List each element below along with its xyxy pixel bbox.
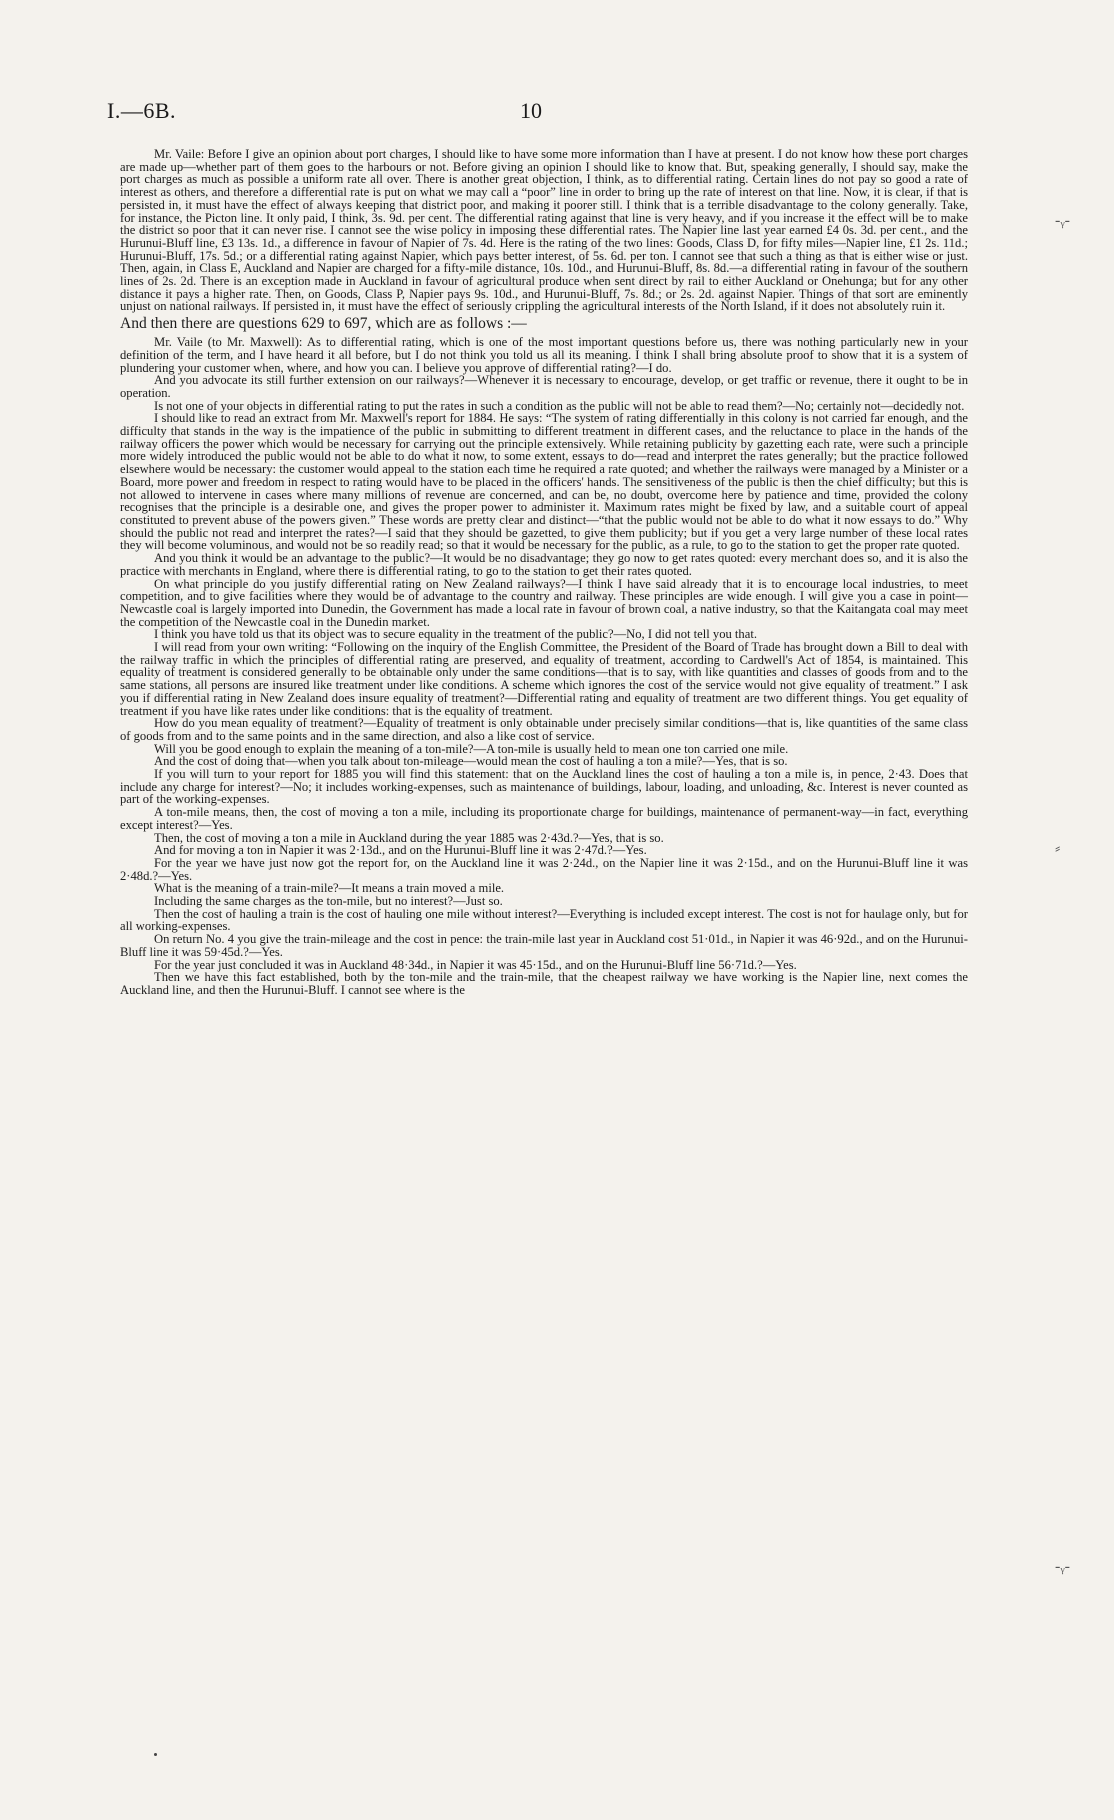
margin-mark: -ᵧ- — [1055, 212, 1070, 229]
paragraph: And you advocate its still further extension on our railways?—Whenever it is necessary to encourage, develop, or get traffic or revenue, there it ought to be in operation. — [120, 373, 968, 400]
paragraph: And you think it would be an advantage to the public?—It would be no disadvantage; they go now to get rates quoted: every merchant does so, and it is also the practice with merchants in England, where there is differential rating, to go to the station to get their rates quoted. — [120, 551, 968, 578]
paragraph: A ton-mile means, then, the cost of moving a ton a mile, including its proportionate charge for buildings, maintenance of permanent-way—in fact, everything except interest?—Yes. — [120, 805, 968, 832]
paragraph: I should like to read an extract from Mr. Maxwell's report for 1884. He says: “The system of rating differentially in this colony is not carried far enough, and the difficulty that stands in the way is the impatience of the public in submitting to different treatment in different cases, and the reluctance to place in the hands of the railway officers the power which would be necessary for carrying out the principle extensively. While retaining publicity by gazetting each rate, were such a principle more widely introduced the public would not be able to do what it now, to some extent, essays to do—read and interpret the rates generally; but the practice followed elsewhere would be necessary: the customer would appeal to the station each time he required a rate quoted; and whether the railways were managed by a Minister or a Board, more power and freedom in respect to rating would have to be placed in the officers' hands. The sensitiveness of the public is then the chief difficulty; but this is not allowed to intervene in cases where many millions of revenue are concerned, and can be, no doubt, overcome here by patience and time, provided the colony recognises that the principle is a desirable one, and gives the proper power to administer it. Maximum rates might be fixed by law, and a suitable court of appeal constituted to prevent abuse of the powers given.” These words are pretty clear and distinct—“that the public would not be able to do what it now essays to do.” Why should the public not read and interpret the rates?—I said that they should be gazetted, to give them publicity; but if you get a very large number of these local rates they will become voluminous, and would not be so readily read; so that it would be necessary for the public, as a rule, to go to the station to get the proper rate quoted. — [120, 411, 968, 553]
paragraph: On what principle do you justify differential rating on New Zealand railways?—I think I have said already that it is to encourage local industries, to meet competition, and to give facilities where they would be of advantage to the country and railway. These principles are wide enough. I will give you a case in point—Newcastle coal is largely imported into Dunedin, the Government has made a local rate in favour of brown coal, a native industry, so that the Kaitangata coal may meet the competition of the Newcastle coal in the Dunedin market. — [120, 576, 968, 629]
paragraph: I will read from your own writing: “Following on the inquiry of the English Committee, the President of the Board of Trade has brought down a Bill to deal with the railway traffic in which the principles of differential rating are preserved, and equality of treatment, according to Cardwell's Act of 1854, is maintained. This equality of treatment is considered generally to be obtainable only under the same conditions—that is to say, with like quantities and classes of goods from and to the same stations, all persons are insured like treatment under like conditions. A scheme which ignores the cost of the service would not give equality of treatment.” I ask you if differential rating in New Zealand does insure equality of treatment?—Differential rating and equality of treatment are two different things. You get equality of treatment if you have like rates under like conditions: that is the equality of treatment. — [120, 640, 968, 718]
document-code: I.—6B. — [107, 98, 176, 123]
paragraph: Then we have this fact established, both by the ton-mile and the train-mile, that the cheapest railway we have working is the Napier line, next comes the Auckland line, and then the Hurunui-Bluff. I cannot see where is the — [120, 970, 968, 997]
paragraph: For the year we have just now got the report for, on the Auckland line it was 2·24d., on the Napier line it was 2·15d., and on the Hurunui-Bluff line it was 2·48d.?—Yes. — [120, 855, 968, 883]
paragraph: On return No. 4 you give the train-mileage and the cost in pence: the train-mile last year in Auckland cost 51·01d., in Napier it was 46·92d., and on the Hurunui-Bluff line it was 59·45d.?—Yes. — [120, 932, 968, 959]
paragraph: Is not one of your objects in differential rating to put the rates in such a condition as the public will not be able to read them?—No; certainly not—decidedly not. — [154, 398, 965, 413]
paragraph: Mr. Vaile: Before I give an opinion about port charges, I should like to have some more information than I have at present. I do not know how these port charges are made up—whether part of them goes to the harbours or not. Before giving an opinion I should like to know that. But, speaking generally, I should say, make the port charges as much as possible a uniform rate all over. There is another great objection, I think, as to differential rating. Certain lines do not pay so good a rate of interest as others, and therefore a differential rate is put on what we may call a “poor” line in order to bring up the rate of interest on that line. Now, it is clear, if that is persisted in, it must have the effect of always keeping that district poor, and making it poorer still. I think that is a terrible disadvantage to the colony generally. Take, for instance, the Picton line. It only paid, I think, 3s. 9d. per cent. The differential rating against that line is very heavy, and if you increase it the effect will be to make the district so poor that it can never rise. I cannot see the wise policy in imposing these differential rates. The Napier line last year earned £4 0s. 3d. per cent., and the Hurunui-Bluff line, £3 13s. 1d., a difference in favour of Napier of 7s. 4d. Here is the rating of the two lines: Goods, Class D, for fifty miles—Napier line, £1 2s. 11d.; Hurunui-Bluff, 17s. 5d.; or a differential rating against Napier, which pays better interest, of 5s. 6d. per ton. I cannot see that such a thing as that is either wise or just. Then, again, in Class E, Auckland and Napier are charged for a fifty-mile distance, 10s. 10d., and Hurunui-Bluff, 8s. 8d.—a differential rating in favour of the southern lines of 2s. 2d. There is an exception made in Auckland in favour of agricultural produce when sent direct by rail to either Auckland or Onehunga; but for any other distance it pays a higher rate. Then, on Goods, Class P, Napier pays 9s. 10d., and Hurunui-Bluff, 7s. 8d.; or 2s. 2d. against Napier. Things of that sort are eminently unjust on national railways. If persisted in, it must have the effect of seriously crippling the agricultural interests of the North Island, if it does not absolutely ruin it. — [120, 147, 968, 314]
margin-mark: ⸗ — [1055, 840, 1061, 857]
paragraph: Then, the cost of moving a ton a mile in Auckland during the year 1885 was 2·43d.?—Yes, that is so. — [154, 830, 664, 845]
paragraph: Including the same charges as the ton-mile, but no interest?—Just so. — [154, 894, 503, 909]
paragraph: For the year just concluded it was in Auckland 48·34d., in Napier it was 45·15d., and on the Hurunui-Bluff line 56·71d.?—Yes. — [154, 957, 797, 972]
paragraph: Will you be good enough to explain the meaning of a ton-mile?—A ton-mile is usually held to mean one ton carried one mile. — [154, 741, 789, 756]
paragraph: Then the cost of hauling a train is the cost of hauling one mile without interest?—Everything is included except interest. The cost is not for haulage only, but for all working-expenses. — [120, 906, 968, 934]
margin-mark: -ᵧ- — [1055, 1558, 1070, 1575]
paragraph: Mr. Vaile (to Mr. Maxwell): As to differential rating, which is one of the most important questions before us, there was nothing particularly new in your definition of the term, and I have heard it all before, but I do not think you told us all its meaning. I think I shall bring absolute proof to show that it is a system of plundering your customer when, where, and how you can. I believe you approve of differential rating?—I do. — [120, 335, 968, 375]
paragraph: What is the meaning of a train-mile?—It means a train moved a mile. — [154, 881, 505, 896]
lead-in-paragraph: And then there are questions 629 to 697, which are as follows :— — [120, 315, 527, 333]
paragraph: And the cost of doing that—when you talk about ton-mileage—would mean the cost of hauling a ton a mile?—Yes, that is so. — [154, 754, 788, 769]
paragraph: I think you have told us that its object was to secure equality in the treatment of the public?—No, I did not tell you that. — [154, 627, 757, 642]
page-number: 10 — [520, 98, 542, 123]
paragraph: And for moving a ton in Napier it was 2·13d., and on the Hurunui-Bluff line it was 2·47d.?—Yes. — [154, 843, 647, 858]
body-text — [120, 148, 968, 997]
paragraph: If you will turn to your report for 1885 you will find this statement: that on the Auckland lines the cost of hauling a ton a mile is, in pence, 2·43. Does that include any charge for interest?—No; it includes working-expenses, such as maintenance of buildings, labour, loading, and unloading, &c. Interest is never counted as part of the working-expenses. — [120, 767, 968, 807]
paragraph: How do you mean equality of treatment?—Equality of treatment is only obtainable under precisely similar conditions—that is, like quantities of the same class of goods from and to the same points and in the same direction, and also a like cost of service. — [120, 716, 968, 743]
stray-dot — [154, 1753, 157, 1756]
